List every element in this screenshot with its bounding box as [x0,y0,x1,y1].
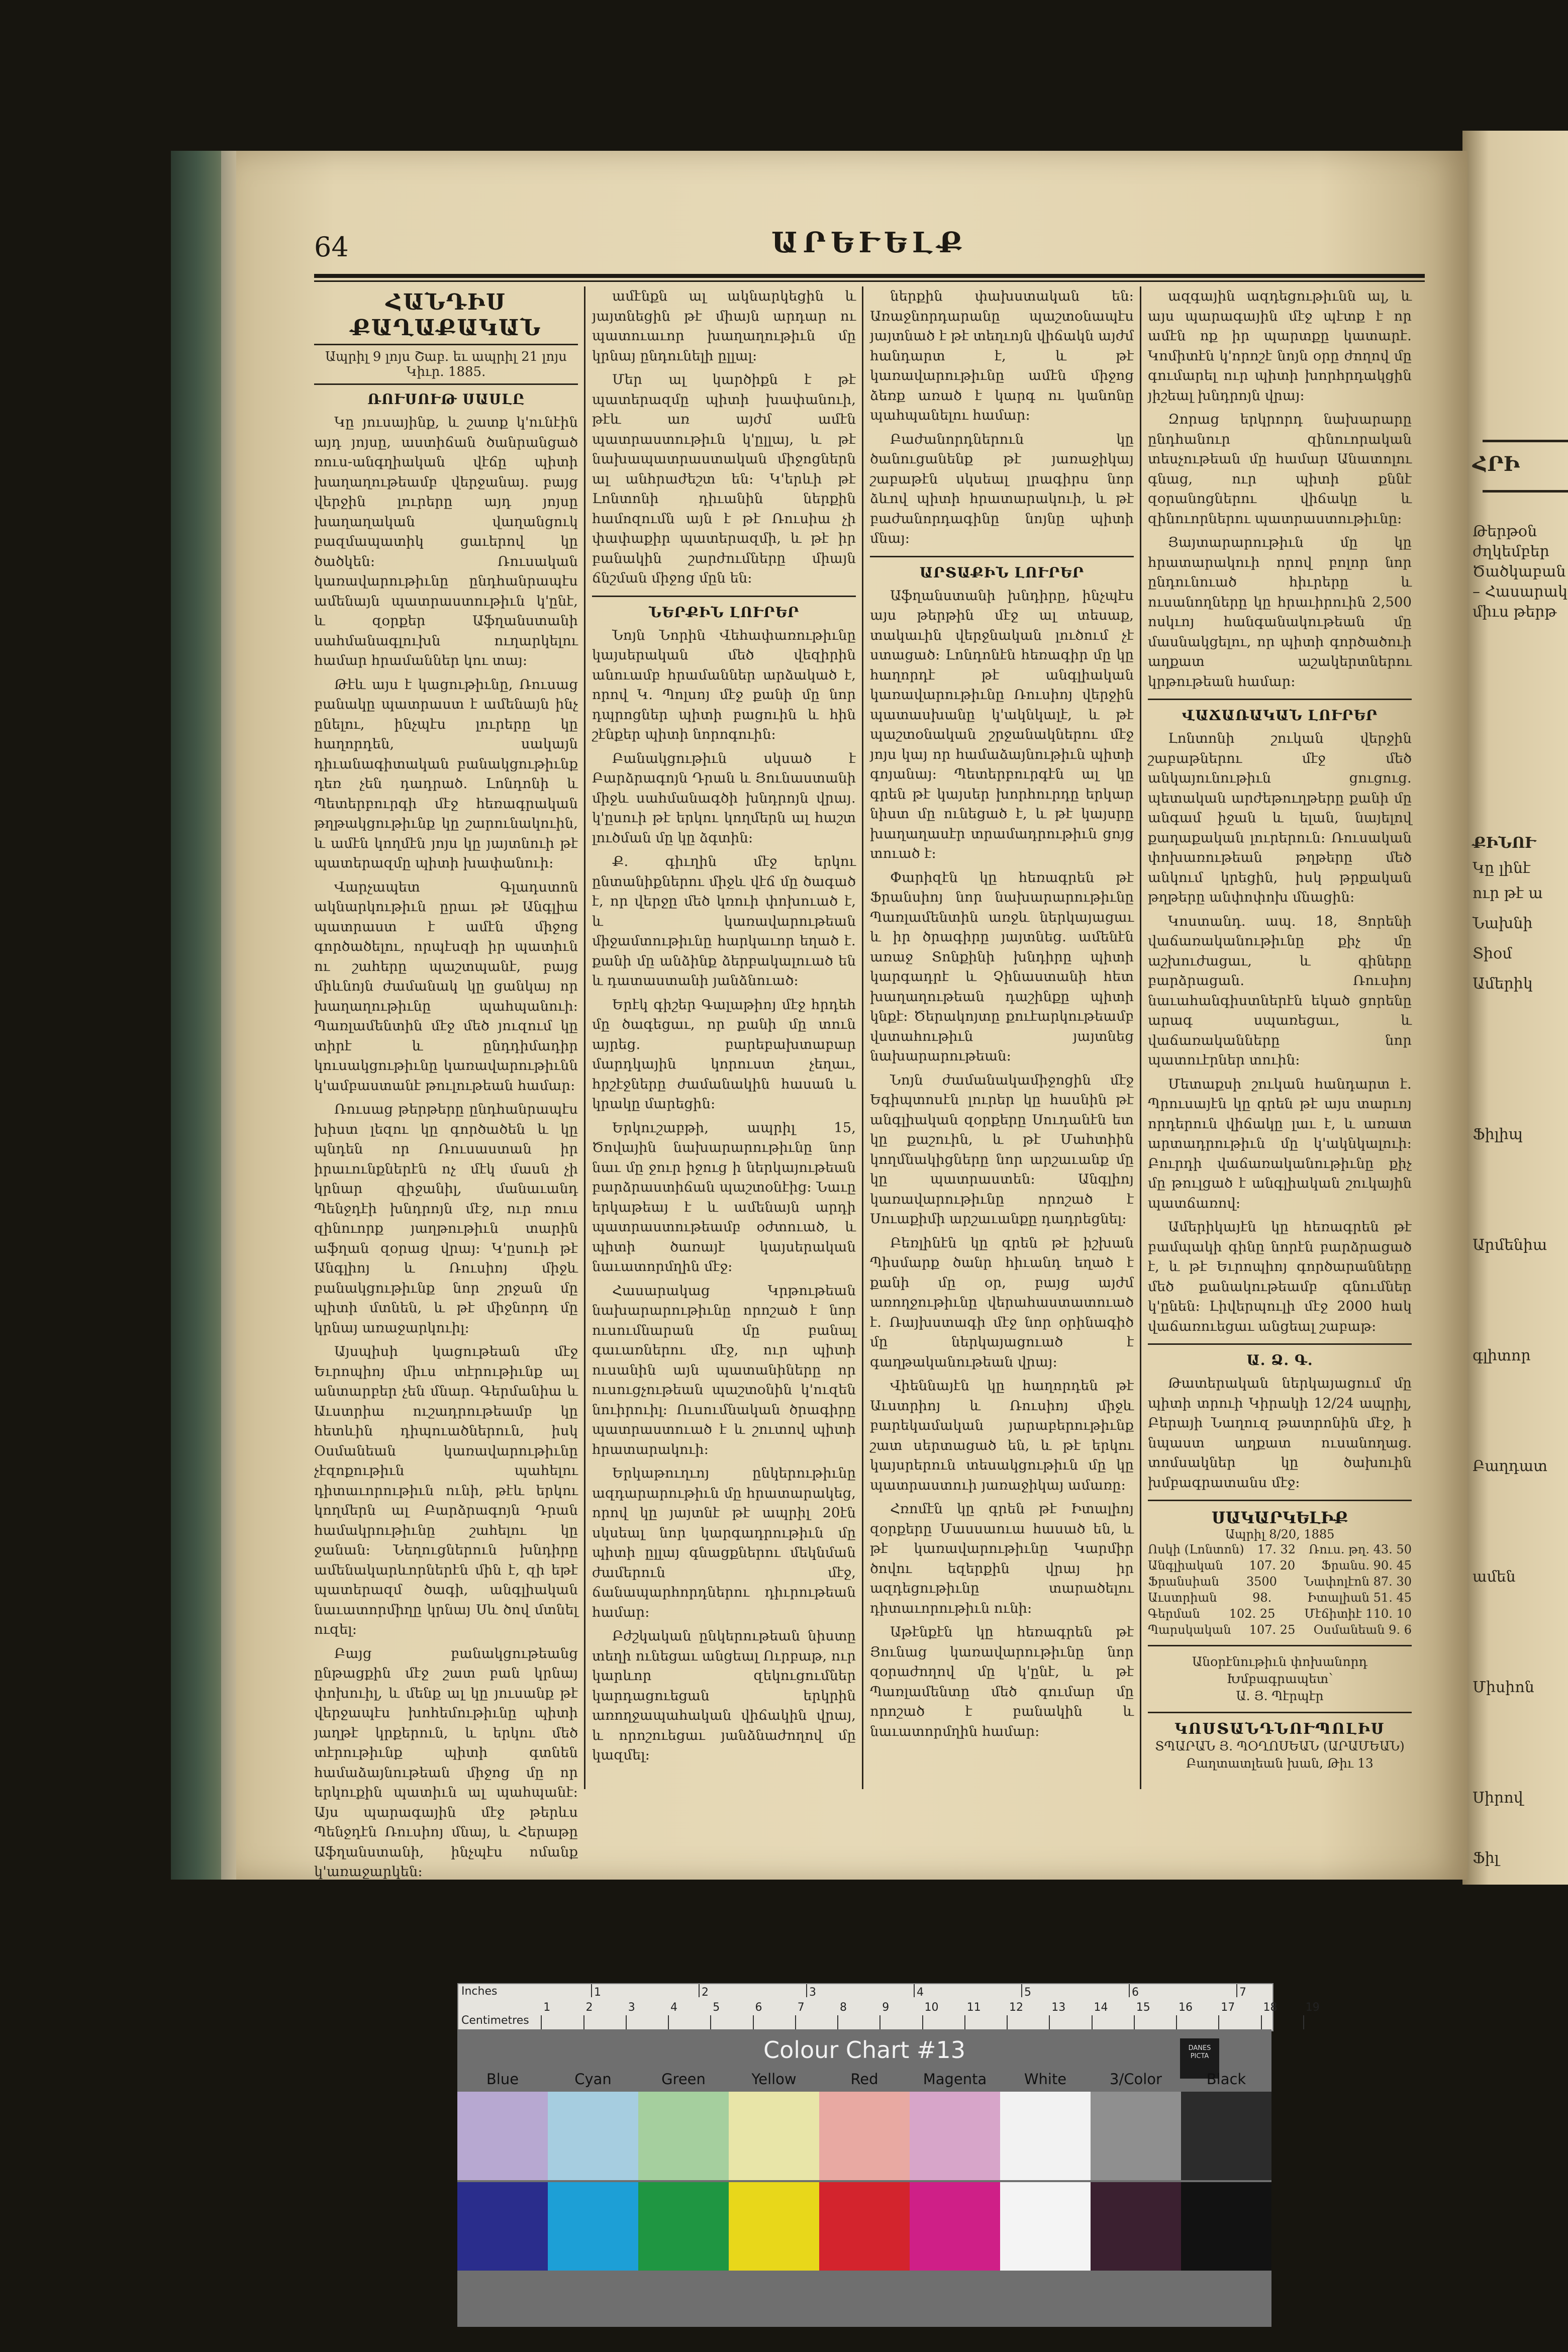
market-title: ՍԱԿԱՐԿԵԼԻՔ [1211,1508,1348,1527]
divider [1148,1343,1412,1345]
swatch-label: Green [661,2071,706,2088]
market-cell: Ֆրանսիան [1148,1575,1219,1589]
sub-heading: ՎԱՃԱՌԱԿԱՆ ԼՈՒՐԵՐ [1182,707,1378,724]
ruler-cm-number: 9 [882,2001,890,2014]
ruler-inch-tick [806,1984,807,1997]
ruler-cm-number: 7 [797,2001,805,2014]
news-item: Նոյն Նորին Վեհափառութիւնը կայսերական մեծ վեզիրին անուամբ հրամաններ արձակած է, որով Կ․ Պոլսոյ մէջ քանի մը նոր դպրոցներ պիտի բացուին և հին շէնքեր պիտի նորոգուին։ [592,627,856,742]
ruler-cm-number: 8 [840,2001,847,2014]
news-item: Լոնտոնի շուկան վերջին շաբաթներու մէջ մեծ անկայունութիւն ցուցուց․ պետական արժեթուղթերը քանի մը անգամ իջան և ելան, նայելով քաղաքական լուրերուն։ Ռուսական փոխառութեան թղթերը մեծ անկում կրեցին, իսկ թրքական թղթերը անփոփոխ մնացին։ [1148,730,1412,905]
ruler-cm-tick [541,2015,542,2029]
paragraph: ներքին փախստական են։ Առաջնորդարանը պաշտօնապէս յայտնած է թէ տեղւոյն վիճակն այժմ հանդարտ է, և թէ կառավարութիւնը ամէն միջոց ձեռք առած է կարգ ու կանոնը պահպանելու համար։ [870,288,1134,423]
imprint-line: Բաղտատլեան խան, Թիւ 13 [1186,1756,1374,1771]
masthead: ԱՐԵՒԵԼՔ [771,226,968,259]
swatch-dark [548,2182,638,2271]
next-page-text: Ծածկաբան [1473,563,1566,580]
swatch-light [548,2092,638,2180]
chart-logo: DANES PICTA [1180,2038,1219,2079]
colour-chart-title: Colour Chart #13 [763,2036,965,2064]
divider [1148,1645,1412,1646]
next-page-text: Արմենիա [1473,1236,1547,1254]
swatch-light [638,2092,729,2180]
ruler-cm-tick [1049,2015,1050,2029]
ruler-inch-tick [1129,1984,1130,1997]
market-date: Ապրիլ 8/20, 1885 [1225,1527,1335,1541]
ruler-cm-number: 2 [585,2001,593,2014]
divider [1148,1712,1412,1713]
swatch-dark [638,2182,729,2271]
header-rule [314,274,1425,278]
market-row [1148,1541,1412,1557]
next-page-rule [1483,440,1568,442]
next-page-text: Սիրով [1473,1789,1523,1807]
ruler-inch-tick [1236,1984,1237,1997]
ruler-cm-tick [626,2015,627,2029]
market-cell: 102. 25 [1229,1607,1276,1621]
header-rule [314,280,1425,282]
ruler-cm-number: 3 [628,2001,635,2014]
next-page-text: ամեն [1473,1568,1516,1586]
news-item: Հասարակաց Կրթութեան նախարարութիւնը որոշած է նոր ուսումնարան մը բանալ գաւառներու մէջ, ուր պիտի ուսանին այն պատանիները որ ուսուցչութեան պաշտօնին կ'ուզեն նուիրուիլ։ Ուսումնական ծրագիրը պատրաստուած է և շուտով պիտի հրատարակուի։ [592,1282,856,1457]
news-item: Բեռլինէն կը գրեն թէ իշխան Պիսմարք ծանր հիւանդ եղած է քանի մը օր, բայց այժմ առողջութիւնը վերահաստատուած է․ Ռայխստագի մէջ նոր օրինագիծ մը ներկայացուած է գաղթականութեան վրայ։ [870,1234,1134,1370]
measurement-ruler [457,1983,1320,2031]
market-table [1148,1508,1412,1638]
ruler-cm-tick [837,2015,838,2029]
ruler-inch-number: 2 [702,1986,709,1999]
imprint-title: ԿՈՍՏԱՆԴՆՈՒՊՈԼԻՍ [1174,1720,1385,1738]
paragraph: Բայց բանակցութեանց ընթացքին մէջ շատ բան կրնայ փոխուիլ, և մենք ալ կը յուսանք թէ վերջապէս խոհեմութիւնը պիտի յաղթէ կրքերուն, և երկու մեծ տէրութիւնք պիտի գտնեն համաձայնութեան միջոց մը որ երկուքին պատիւն ալ պահպանէ։ Այս պարագային մէջ թերևս Պենջդէն Ռուսիոյ մնայ, և Հերաթը Աֆղանստանի, ինչպէս ոմանք կ'առաջարկեն։ [314,1645,578,1880]
ruler-cm-number: 19 [1305,2001,1320,2014]
swatch-dark [910,2182,1000,2271]
paragraph: Վարչապետ Գլադստոն ակնարկութիւն ըրաւ թէ Անգլիա պատրաստ է ամէն միջոց գործածելու, որպէսզի իր պատիւն ու շահերը պաշտպանէ, բայց միևնոյն ժամանակ կը ցանկայ որ խաղաղութիւնը պահպանուի։ Պառլամենտին մէջ մեծ յուզում կը տիրէ և ընդդիմադիր կուսակցութիւնը կառավարութիւնն կ'ամբաստանէ թուլութեան համար։ [314,878,578,1094]
ruler-cm-number: 14 [1094,2001,1108,2014]
next-page-text: գլիտոր [1473,1347,1531,1364]
swatch-label: Magenta [923,2071,987,2088]
market-cell: Պարսկական [1148,1623,1231,1637]
market-cell: 107. 20 [1249,1558,1296,1573]
next-page-text: ժղկեմբեր [1473,543,1549,560]
sub-heading: ՆԵՐՔԻՆ ԼՈՒՐԵՐ [648,604,800,621]
ruler-inches-label: Inches [461,1985,498,1998]
next-page-heading: ՀՐԻ [1473,452,1520,476]
paragraph: ազգային ազդեցութիւնն ալ, և այս պարագային մէջ պէտք է որ ամէն ոք իր պարտքը կատարէ․ Կոմիտէն կ'որոշէ նոյն օրը ժողով մը գումարել ուր պիտի խորհրդակցին յիշեալ խնդրոյն վրայ։ [1148,288,1412,404]
ruler-cm-number: 13 [1051,2001,1066,2014]
ruler-cm-tick [1092,2015,1093,2029]
swatch-light [1000,2092,1091,2180]
news-item: Կոստանդ. ապ. 18, Ցորենի վաճառականութիւնը քիչ մը աշխուժացաւ, և գիները բարձրացան․ Ռուսիոյ նաւահանգիստներէն եկած ցորենը արագ սպառեցաւ, և վաճառականները նոր պատուէրներ տուին։ [1148,913,1412,1068]
paragraph: Բաժանորդներուն կը ծանուցանենք թէ յառաջիկայ շաբաթէն սկսեալ լրագիրս նոր ձևով պիտի հրատարակուի, և թէ բաժանորդագինը նոյնը պիտի մնայ։ [870,431,1134,546]
next-page-text: Ֆիլիպ [1473,1126,1523,1143]
ruler-cm-tick [795,2015,796,2029]
column-rule [584,286,585,1789]
market-cell: Աւստրիան [1148,1591,1217,1605]
swatch-label: Yellow [751,2071,797,2088]
ruler-inch-tick [699,1984,700,1997]
next-page-text: Բաղդատ [1473,1457,1548,1475]
notice-heading: Ա. Ձ. Գ. [1246,1352,1313,1368]
ruler-cm-tick [922,2015,923,2029]
swatch-dark [1181,2182,1271,2271]
ruler-cm-number: 12 [1009,2001,1024,2014]
swatch-dark [819,2182,910,2271]
ruler-cm-number: 10 [924,2001,939,2014]
market-row [1148,1590,1412,1606]
news-item: Հռոմէն կը գրեն թէ Իտալիոյ զօրքերը Մասսաուա հասած են, և թէ կառավարութիւնը Կարմիր ծովու եզերքին վրայ իր ազդեցութիւնը տարածելու դիտաւորութիւն ունի։ [870,1501,1134,1616]
market-row [1148,1622,1412,1638]
swatch-light [1181,2092,1271,2180]
next-page-fragment [1462,131,1568,1885]
ruler-cm-number: 16 [1179,2001,1193,2014]
ruler-cm-number: 18 [1263,2001,1278,2014]
next-page-text: Ֆիլ [1473,1849,1499,1867]
ruler-inch-number: 1 [594,1986,601,1999]
ruler-cm-tick [1176,2015,1177,2029]
ruler-inch-tick [591,1984,592,1997]
news-item: Ք․ գիւղին մէջ երկու ընտանիքներու միջև վէճ մը ծագած է, որ վերջը մեծ կռուի փոխուած է, և կառավարութեան միջամտութիւնը հարկաւոր եղած է․ քանի մը անձինք ձերբակալուած են և դատաստանի յանձնուած։ [592,853,856,989]
market-cell: Ֆրանս. 90. 45 [1321,1558,1412,1573]
editor-note: Անօրէնութիւն փոխանորդ Խմբագրապետ՝ [1192,1654,1368,1686]
dateline: Ապրիլ 9 լոյս Շաբ. եւ ապրիլ 21 լոյս Կիւր. 1885. [314,344,578,385]
ruler-inch-number: 3 [809,1986,816,1999]
ruler-cm-tick [583,2015,584,2029]
next-page-text: Տիօմ [1473,945,1512,962]
column-2 [592,286,856,1789]
next-page-rule [1483,490,1568,493]
market-cell: 98. [1252,1591,1272,1605]
ruler-cm-number: 5 [713,2001,720,2014]
column-4 [1148,286,1412,1789]
news-item: Երկուշաբթի, ապրիլ 15, Ծովային նախարարութիւնը նոր նաւ մը ջուր իջուց ի ներկայութեան բարձրաստիճան պաշտօնէից։ Նաւը երկաթեայ է և ամենայն արդի պատրաստութեամբ օժտուած, և պիտի ծառայէ կայսերական նաւատորմղին մէջ։ [592,1119,856,1275]
market-cell: Ռուս. թղ. 43. 50 [1309,1542,1412,1556]
column-1 [314,286,578,1880]
news-item: Աթէնքէն կը հեռագրեն թէ Յունաց կառավարութիւնը նոր զօրաժողով մը կ'ընէ, և թէ Պառլամենտը մեծ գումար մը որոշած է բանակին և նաւատորմղին համար։ [870,1624,1134,1739]
ruler-cm-number: 6 [755,2001,762,2014]
ruler-inch-number: 6 [1132,1986,1139,1999]
colour-chart [457,2029,1271,2327]
news-item: Բժշկական ընկերութեան նիստը տեղի ունեցաւ անցեալ Ուրբաթ, ուր կարևոր զեկուցումներ կարդացուեցան երկրին առողջապահական վիճակին վրայ, և որոշուեցաւ յանձնաժողով մը կազմել։ [592,1628,856,1763]
market-row [1148,1574,1412,1590]
page-number: 64 [314,231,349,263]
ruler-cm-number: 11 [966,2001,981,2014]
market-cell: Գերման [1148,1607,1200,1621]
news-item: Բանակցութիւն սկսած է Բարձրագոյն Դրան և Յունաստանի միջև սահմանագծի խնդրոյն վրայ․ կ'ըսուի թէ երկու կողմերն ալ հաշտ լուծման մը կը ձգտին։ [592,750,856,846]
swatch-light [457,2092,548,2180]
imprint-line: ՏՊԱՐԱՆ Յ. ՊՕՂՈՍԵԱՆ (ԱՐԱՄԵԱՆ) [1155,1739,1405,1753]
next-page-text: միւս թերթ [1473,603,1557,621]
column-rule [862,286,863,1789]
ruler-cm-tick [753,2015,754,2029]
sub-heading: ՌՈՒՍՈՒԹ ՍԱՍԼԸ [367,391,525,408]
ruler-cm-number: 4 [670,2001,677,2014]
ruler-cm-tick [879,2015,880,2029]
market-cell: 107. 25 [1249,1623,1296,1637]
ruler-cm-tick [710,2015,711,2029]
swatch-light [910,2092,1000,2180]
market-cell: Մէճիտիէ 110. 10 [1304,1607,1412,1621]
column-3 [870,286,1134,1789]
next-page-heading: ՔԻՆՈՒ [1473,834,1536,852]
swatch-label: Red [850,2071,878,2088]
divider [1148,699,1412,700]
ruler-inch-number: 5 [1024,1986,1031,1999]
newspaper-page [236,151,1467,1880]
swatch-light [729,2092,819,2180]
ruler-inch-number: 7 [1239,1986,1246,1999]
next-page-text: Թերթօն [1473,523,1537,540]
divider [870,556,1134,557]
swatch-label: White [1024,2071,1067,2088]
market-cell: 3500 [1246,1575,1277,1589]
news-item: Մետաքսի շուկան հանդարտ է․ Պրուսայէն կը գրեն թէ այս տարւոյ որդերուն վիճակը լաւ է, և առատ արտադրութիւն մը կ'ակնկալուի։ Բուրդի վաճառականութիւնը քիչ մը թուլցած է անգլիական շուկային պատճառով։ [1148,1075,1412,1211]
market-row [1148,1557,1412,1574]
news-item: Երկաթուղւոյ ընկերութիւնը ազդարարութիւն մը հրատարակեց, որով կը յայտնէ թէ ապրիլ 20էն սկսեալ նոր կարգադրութիւն մը պիտի ըլլայ գնացքներու մեկնման ժամերուն մէջ, ճանապարհորդներու դիւրութեան համար։ [592,1465,856,1620]
next-page-text: Միսիոն [1473,1679,1534,1696]
divider [592,596,856,597]
news-item: Աֆղանստանի խնդիրը, ինչպէս այս թերթին մէջ ալ տեսաք, տակաւին վերջնական լուծում չէ ստացած։ Լոնդոնէն հեռագիր մը կը հաղորդէ թէ անգլիական կառավարութիւնը Ռուսիոյ վերջին պատասխանը կ'ակնկալէ, և թէ պաշտօնական շրջանակներու մէջ յոյս կայ որ համաձայնութիւն պիտի գոյանայ։ Պետերբուրգէն ալ կը գրեն թէ կայսեր խորհուրդը երկար նիստ մը ունեցած է, և թէ կայսրը խաղաղասէր տրամադրութիւն ցոյց տուած է։ [870,587,1134,861]
paragraph: Թէև այս է կացութիւնը, Ռուսաց բանակը պատրաստ է ամենայն ինչ ընելու, ինչպէս լուրերը կը հաղորդեն, սակայն դիւանագիտական բանակցութիւնք դեռ չեն դադրած․ Լոնդոնի և Պետերբուրգի մէջ հեռագրական թղթակցութիւնք կը շարունակուին, և ամէն կողմէն յոյս կը յայտնուի թէ պատերազմը պիտի խափանուի։ [314,676,578,871]
next-page-text: Նախնի [1473,915,1533,932]
paragraph: Կը յուսայինք, և շատք կ'ունէին այդ յոյսը, աստիճան ծանրանցած ռուս-անգղիական վէճը պիտի խաղաղութեամբ վերջանայ․ բայց վերջին լուրերը այդ յոյսը խաղաղական վաղանցուկ բազմապատիկ ցաւերով կը ծածկեն։ Ռուսական կառավարութիւնը ընդհանրապէս ամենայն պատրաստութիւն կ'ընէ, և զօրքեր Աֆղանստանի սահմանագլուխն ուղարկելու համար հրամաններ կու տայ։ [314,414,578,668]
ruler-cm-tick [1261,2015,1262,2029]
notice-text: Թատերական ներկայացում մը պիտի տրուի Կիրակի 12/24 ապրիլ, Բերայի Նաղուզ թատրոնին մէջ, ի նպաստ աղքատ ուսանողաց. տոմսակներ կը ծախուին խմբագրատանս մէջ։ [1148,1375,1412,1491]
ruler-cm-tick [1218,2015,1219,2029]
swatch-dark [729,2182,819,2271]
column-rule [1140,286,1141,1789]
news-item: Փարիզէն կը հեռագրեն թէ Ֆրանսիոյ նոր նախարարութիւնը Պառլամենտին առջև ներկայացաւ և իր ծրագիրը յայտնեց․ ամենէն առաջ Տոնքինի խնդիրը պիտի կարգադրէ և Չինաստանի հետ խաղաղութեան դաշինքը պիտի կնքէ։ Ծերակոյտը քուէարկութեամբ վստահութիւն յայտնեց նախարարութեան։ [870,869,1134,1064]
market-cell: Օսմանեան 9. 6 [1313,1623,1412,1637]
market-row [1148,1606,1412,1622]
paragraph: Մեր ալ կարծիքն է թէ պատերազմը պիտի խափանուի, թէև առ այժմ ամէն պատրաստութիւն կ'ըլլայ, և թէ նախապատրաստական միջոցներն ալ անհրաժեշտ են։ Կ'երևի թէ Լոնտոնի դիւանին ներքին համոզումն այն է թէ Ռուսիա չի փափաքիր պատերազմի, և թէ իր բանակին շարժումները միայն ճնշման միջոց մըն են։ [592,371,856,586]
sub-heading: ԱՐՏԱՔԻՆ ԼՈՒՐԵՐ [919,564,1085,581]
next-page-text: Ամերիկ [1473,975,1533,993]
next-page-text: – Հասարակ [1473,583,1567,601]
swatch-label: Black [1206,2071,1246,2088]
news-item: Վիեննայէն կը հաղորդեն թէ Աւստրիոյ և Ռուսիոյ միջև բարեկամական յարաբերութիւնք շատ սերտացած են, և թէ երկու կայսրերուն տեսակցութիւն մը կը պատրաստուի յառաջիկայ ամառը։ [870,1378,1134,1493]
market-cell: 17. 32 [1257,1542,1296,1556]
ruler-cm-tick [1007,2015,1008,2029]
news-item: Նոյն ժամանակամիջոցին մէջ Եգիպտոսէն լուրեր կը հասնին թէ անգլիական զօրքերը Սուդանէն ետ կը քաշուին, և թէ Մահտիին կողմնակիցները նոր արշաւանք մը կը պատրաստեն։ Անգլիոյ կառավարութիւնը որոշած է Սուաքիմի արշաւանքը դադրեցնել։ [870,1071,1134,1227]
market-cell: Ոսկի (Լոնտոն) [1148,1542,1244,1556]
paragraph: Յայտարարութիւն մը կը հրատարակուի որով բոլոր նոր ընդունուած հիւրերը և ուսանողները կը հրաւիրուին 2,500 ոսկւոյ հանգանակութեան մը մասնակցելու, որ պիտի գործածուի աղքատ աշակերտներու կրթութեան համար։ [1148,534,1412,690]
ruler-cm-number: 15 [1136,2001,1150,2014]
swatch-label: 3/Color [1110,2071,1162,2088]
swatch-label: Blue [486,2071,519,2088]
ruler-cm-tick [668,2015,669,2029]
ruler-cm-label: Centimetres [461,2014,529,2027]
editor-name: Ա. Յ. Պէրպէր [1236,1689,1324,1703]
ruler-cm-tick [1303,2015,1304,2029]
paragraph: ամէնքն ալ ակնարկեցին և յայտնեցին թէ միայն արդար ու պատուաւոր խաղաղութիւն մը կրնայ ընդունելի ըլլալ։ [592,288,856,364]
ruler-inch-tick [1021,1984,1022,1997]
section-title: ՀԱՆԴԻՍ ՔԱՂԱՔԱԿԱՆ [350,289,542,341]
divider [1148,1500,1412,1501]
ruler-cm-number: 1 [543,2001,551,2014]
swatch-label: Cyan [574,2071,612,2088]
market-cell: Անգլիական [1148,1558,1223,1573]
swatch-dark [1091,2182,1181,2271]
swatch-light [1091,2092,1181,2180]
news-item: Ամերիկայէն կը հեռագրեն թէ բամպակի գինը նորէն բարձրացած է, և թէ Եւրոպիոյ գործարանները մեծ քանակութեամբ գնումներ կ'ընեն։ Լիվերպուլի մէջ 2000 հակ վաճառուեցաւ անցեալ շաբաթ։ [1148,1219,1412,1334]
news-item: Երէկ գիշեր Գալաթիոյ մէջ հրդեհ մը ծագեցաւ, որ քանի մը տուն այրեց․ բարեբախտաբար մարդկային կորուստ չեղաւ, հրշէջները ժամանակին հասան և կրակը մարեցին։ [592,996,856,1112]
paragraph: Այսպիսի կացութեան մէջ Եւրոպիոյ միւս տէրութիւնք ալ անտարբեր չեն մնար․ Գերմանիա և Աւստրիա ուշադրութեամբ կը հետևին դիպուածներուն, իսկ Օսմանեան կառավարութիւնը չէզոքութիւն պահելու դիտաւորութիւն ունի, թէև երկու կողմերն ալ Բարձրագոյն Դրան համակրութիւնը շահելու կը ջանան։ Նեղուցներուն խնդիրը ամենակարևորներէն մին է, զի եթէ պատերազմ ծագի, անգլիական նաւատորմիղը կրնայ Սև ծով մտնել ուզել։ [314,1343,578,1637]
swatch-dark [457,2182,548,2271]
page-header [314,226,1425,271]
next-page-text: ուր թէ ա [1473,885,1543,902]
ruler-inch-tick [914,1984,915,1997]
next-page-text: Կը լինէ [1473,859,1531,877]
swatch-dark [1000,2182,1091,2271]
paragraph: Զորաց երկրորդ նախարարը ընդհանուր զինուորական տեսչութեան մը համար Անատոլու գնաց, ուր պիտի քննէ զօրանոցներու վիճակը և զինուորներու պատրաստութիւնը։ [1148,411,1412,527]
ruler-cm-tick [1134,2015,1135,2029]
ruler-cm-number: 17 [1221,2001,1235,2014]
paragraph: Ռուսաց թերթերը ընդհանրապէս խիստ լեզու կը գործածեն և կը պնդեն որ Ռուսաստան իր իրաւունքներէն ոչ մէկ մասն չի կրնար զիջանիլ, մանաւանդ Պենջդէի խնդրոյն մէջ, ուր ռուս զինուորք յաղթութիւն տարին աֆղան զօրաց վրայ։ Կ'ըսուի թէ Անգլիոյ և Ռուսիոյ միջև բանակցութիւնք նոր շրջան մը պիտի մտնեն, և թէ միջնորդ մը կրնայ առաջարկուիլ։ [314,1101,578,1336]
swatch-light [819,2092,910,2180]
market-cell: Նափոլէոն 87. 30 [1304,1575,1412,1589]
ruler-cm-tick [964,2015,965,2029]
ruler-inch-number: 4 [917,1986,924,1999]
market-cell: Իտալիան 51. 45 [1307,1591,1412,1605]
